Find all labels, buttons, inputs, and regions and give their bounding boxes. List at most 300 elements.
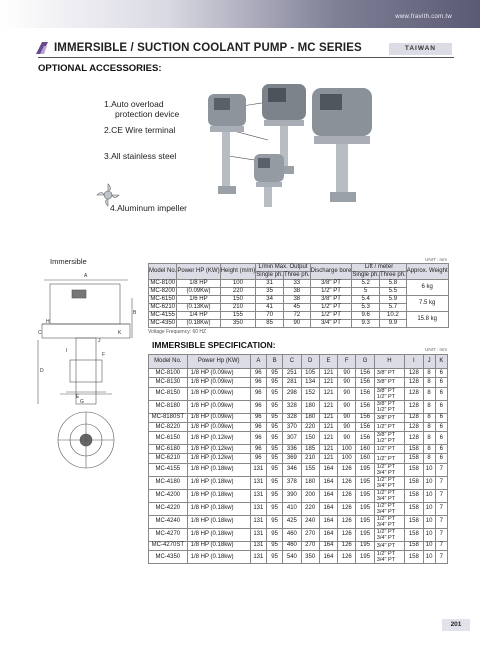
spec-cell: 126 xyxy=(338,502,356,515)
spec-cell: 126 xyxy=(338,541,356,550)
spec-cell: 10 xyxy=(423,528,435,541)
spec-cell: 1/8 HP (0.18kw) xyxy=(187,515,250,528)
perf-col-output-three: Three ph. xyxy=(283,272,310,278)
spec-cell: 195 xyxy=(356,528,374,541)
spec-cell-thread xyxy=(374,387,405,400)
table-row xyxy=(149,413,448,422)
spec-cell: 540 xyxy=(283,551,301,564)
spec-cell: 7 xyxy=(435,528,447,541)
spec-cell-thread xyxy=(374,502,405,515)
spec-cell: 1/8 HP (0.18kw) xyxy=(187,528,250,541)
spec-cell-thread xyxy=(374,541,405,550)
spec-cell: 96 xyxy=(250,432,266,445)
table-row: MC-4350 (0.18Kw) 350 85 90 3/4" PT 9.3 9.9 xyxy=(149,320,449,328)
thread-size: 1/2" PT xyxy=(376,551,396,558)
spec-cell: 1/8 HP (0.09kw) xyxy=(187,369,250,378)
spec-cell: 156 xyxy=(356,387,374,400)
spec-cell: 195 xyxy=(356,476,374,489)
spec-cell: 156 xyxy=(356,432,374,445)
spec-cell: 10 xyxy=(423,463,435,476)
spec-cell: 158 xyxy=(405,463,423,476)
spec-cell: 128 xyxy=(405,369,423,378)
spec-cell: MC-6180 xyxy=(149,445,188,454)
spec-cell: 90 xyxy=(338,400,356,413)
perf-col-lift: Lift / meter xyxy=(352,264,406,272)
table-row xyxy=(149,369,448,378)
spec-cell: 180 xyxy=(301,476,319,489)
spec-cell-thread xyxy=(374,476,405,489)
spec-cell: 195 xyxy=(356,515,374,528)
spec-cell-thread xyxy=(374,515,405,528)
spec-cell: 121 xyxy=(319,445,337,454)
spec-cell: MC-8180ST xyxy=(149,413,188,422)
spec-cell: 195 xyxy=(356,502,374,515)
impeller-icon xyxy=(95,182,121,208)
spec-cell: MC-4240 xyxy=(149,515,188,528)
spec-cell: 8 xyxy=(423,387,435,400)
spec-cell: 90 xyxy=(338,369,356,378)
spec-cell: 6 xyxy=(435,454,447,463)
dim-D: D xyxy=(40,368,44,374)
spec-cell-thread xyxy=(374,489,405,502)
spec-cell: 1/8 HP (0.18kw) xyxy=(187,476,250,489)
spec-cell: 1/8 HP (0.18kw) xyxy=(187,463,250,476)
pump-photo xyxy=(200,82,400,217)
spec-cell: 90 xyxy=(338,432,356,445)
spec-cell: 158 xyxy=(405,476,423,489)
dim-I: I xyxy=(66,348,68,354)
dim-H: H xyxy=(46,319,50,325)
spec-cell: 7 xyxy=(435,515,447,528)
table-row: MC-4155 1/4 HP 155 70 72 1/2" PT 9.6 10.2 15.8 kg xyxy=(149,312,449,320)
spec-cell: MC-8100 xyxy=(149,369,188,378)
spec-cell: 121 xyxy=(319,400,337,413)
thread-size: 3/4" PT xyxy=(376,508,396,515)
spec-col-D: D xyxy=(301,355,319,369)
spec-cell: 8 xyxy=(423,369,435,378)
spec-cell: 195 xyxy=(356,541,374,550)
spec-cell: MC-6150 xyxy=(149,432,188,445)
spec-cell: 105 xyxy=(301,369,319,378)
specification-table xyxy=(148,354,448,564)
spec-cell: 164 xyxy=(319,528,337,541)
dim-G: G xyxy=(80,399,84,405)
thread-size: 3/4" PT xyxy=(376,557,396,564)
spec-cell-thread xyxy=(374,400,405,413)
table-row: MC-8100 1/8 HP 100 31 33 3/8" PT 5.2 5.8 6 kg xyxy=(149,280,449,288)
table-row xyxy=(149,400,448,413)
spec-cell: 131 xyxy=(250,489,266,502)
spec-cell: 164 xyxy=(319,502,337,515)
table-row xyxy=(149,528,448,541)
spec-cell: 90 xyxy=(338,413,356,422)
spec-cell: 220 xyxy=(301,422,319,431)
spec-cell: 96 xyxy=(250,400,266,413)
table-row xyxy=(149,378,448,387)
spec-cell: 8 xyxy=(423,400,435,413)
country-badge: TAIWAN xyxy=(389,43,452,55)
spec-cell: 95 xyxy=(266,432,282,445)
spec-cell: 164 xyxy=(319,551,337,564)
perf-col-output-single: Single ph. xyxy=(256,272,283,278)
spec-cell: MC-4155 xyxy=(149,463,188,476)
spec-cell: MC-4180 xyxy=(149,476,188,489)
thread-size: 3/4" PT xyxy=(376,482,396,489)
spec-cell: 7 xyxy=(435,476,447,489)
spec-cell: 1/8 HP (0.09kw) xyxy=(187,422,250,431)
perf-col-power: Power HP (KW) xyxy=(177,264,220,280)
spec-cell: 131 xyxy=(250,528,266,541)
spec-col-E: E xyxy=(319,355,337,369)
spec-cell: MC-4220 xyxy=(149,502,188,515)
spec-cell: 7 xyxy=(435,551,447,564)
spec-cell: 350 xyxy=(301,551,319,564)
spec-cell: 131 xyxy=(250,476,266,489)
spec-cell: MC-8130 xyxy=(149,378,188,387)
spec-cell: 8 xyxy=(423,378,435,387)
spec-cell-thread xyxy=(374,432,405,445)
pump-front-small xyxy=(254,154,284,207)
spec-cell: 6 xyxy=(435,369,447,378)
table-row xyxy=(149,445,448,454)
spec-cell: 131 xyxy=(250,541,266,550)
spec-cell: 126 xyxy=(338,551,356,564)
spec-col-J: J xyxy=(423,355,435,369)
spec-cell: 131 xyxy=(250,502,266,515)
voltage-frequency-note: Voltage Frequency: 60 HZ xyxy=(148,329,207,335)
thread-size: 1/2" PT xyxy=(376,446,396,453)
accessory-4: 4.Aluminum impeller xyxy=(110,203,187,213)
spec-cell: 1/8 HP (0.12kw) xyxy=(187,432,250,445)
spec-col-K: K xyxy=(435,355,447,369)
spec-cell-thread xyxy=(374,551,405,564)
spec-cell: 425 xyxy=(283,515,301,528)
spec-cell-thread xyxy=(374,422,405,431)
spec-cell: 8 xyxy=(423,432,435,445)
spec-cell: 96 xyxy=(250,387,266,400)
spec-cell: 90 xyxy=(338,378,356,387)
spec-cell: 158 xyxy=(405,502,423,515)
spec-cell: 95 xyxy=(266,463,282,476)
spec-col-I: I xyxy=(405,355,423,369)
spec-cell: 100 xyxy=(338,445,356,454)
perf-unit: UNIT : mm xyxy=(425,257,448,262)
spec-cell: 126 xyxy=(338,528,356,541)
spec-cell: 369 xyxy=(283,454,301,463)
thread-size: 3/8" PT xyxy=(376,370,396,377)
perf-col-discharge: Discharge bore xyxy=(310,264,352,280)
thread-size: 1/2" PT xyxy=(376,455,396,462)
spec-cell: 10 xyxy=(423,541,435,550)
dim-C: C xyxy=(38,330,42,336)
title-marker-icon xyxy=(34,40,50,56)
spec-cell: 128 xyxy=(405,387,423,400)
thread-size: 1/2" PT xyxy=(376,424,396,431)
spec-cell: 128 xyxy=(405,432,423,445)
spec-col-B: B xyxy=(266,355,282,369)
spec-cell: 240 xyxy=(301,515,319,528)
spec-cell: 95 xyxy=(266,528,282,541)
thread-size: 3/8" PT xyxy=(376,414,396,421)
spec-cell: 164 xyxy=(319,489,337,502)
spec-cell: 270 xyxy=(301,541,319,550)
spec-cell: 126 xyxy=(338,476,356,489)
table-row xyxy=(149,515,448,528)
spec-cell: 307 xyxy=(283,432,301,445)
table-row: MC-8200 (0.09Kw) 220 35 38 1/2" PT 5 5.5 xyxy=(149,288,449,296)
spec-cell-thread xyxy=(374,445,405,454)
page-title: IMMERSIBLE / SUCTION COOLANT PUMP - MC SERIES xyxy=(54,42,362,54)
spec-cell: 200 xyxy=(301,489,319,502)
spec-cell: 121 xyxy=(319,422,337,431)
spec-cell: 95 xyxy=(266,502,282,515)
table-row: MC-6210 (0.13Kw) 210 41 45 1/2" PT 5.3 5.7 xyxy=(149,304,449,312)
spec-cell: 1/8 HP (0.09kw) xyxy=(187,413,250,422)
spec-cell: 7 xyxy=(435,489,447,502)
spec-cell: MC-8150 xyxy=(149,387,188,400)
spec-cell: 378 xyxy=(283,476,301,489)
spec-cell: 8 xyxy=(423,445,435,454)
spec-cell: 131 xyxy=(250,515,266,528)
table-row xyxy=(149,432,448,445)
spec-cell: 7 xyxy=(435,463,447,476)
spec-cell: 131 xyxy=(250,551,266,564)
spec-cell: 251 xyxy=(283,369,301,378)
spec-cell: 298 xyxy=(283,387,301,400)
perf-col-height: Height (m/m) xyxy=(220,264,256,280)
spec-col-G: G xyxy=(356,355,374,369)
spec-cell: 126 xyxy=(338,515,356,528)
spec-cell: 158 xyxy=(405,454,423,463)
spec-cell: 1/8 HP (0.09kw) xyxy=(187,400,250,413)
spec-cell: MC-4270 xyxy=(149,528,188,541)
thread-size: 3/8" PT xyxy=(376,432,396,439)
spec-cell: 10 xyxy=(423,476,435,489)
thread-size: 1/2" PT xyxy=(376,476,396,483)
spec-unit: UNIT : mm xyxy=(425,347,448,352)
spec-cell: 7 xyxy=(435,541,447,550)
title-bar xyxy=(38,40,454,58)
spec-cell: 121 xyxy=(319,369,337,378)
thread-size: 1/2" PT xyxy=(376,393,396,400)
spec-cell: 134 xyxy=(301,378,319,387)
pump-left xyxy=(208,94,246,194)
spec-cell: 160 xyxy=(356,445,374,454)
spec-cell: 156 xyxy=(356,413,374,422)
spec-cell: 95 xyxy=(266,489,282,502)
dim-J: J xyxy=(98,338,101,344)
spec-cell: 281 xyxy=(283,378,301,387)
spec-col-model: Model No. xyxy=(149,355,188,369)
accessory-3: 3.All stainless steel xyxy=(104,151,177,161)
table-row xyxy=(149,551,448,564)
spec-cell: 336 xyxy=(283,445,301,454)
spec-cell: 195 xyxy=(356,463,374,476)
spec-cell-thread xyxy=(374,369,405,378)
spec-cell: 160 xyxy=(356,454,374,463)
spec-cell: MC-4350 xyxy=(149,551,188,564)
spec-cell: 96 xyxy=(250,378,266,387)
thread-size: 3/4" PT xyxy=(376,534,396,541)
thread-size: 1/2" PT xyxy=(376,406,396,413)
spec-cell: 410 xyxy=(283,502,301,515)
dimension-drawing xyxy=(36,268,136,478)
spec-cell: MC-4200 xyxy=(149,489,188,502)
website-url: www.fravith.com.tw xyxy=(395,14,452,20)
spec-cell: 164 xyxy=(319,463,337,476)
spec-cell: 6 xyxy=(435,413,447,422)
thread-size: 3/8" PT xyxy=(376,387,396,394)
spec-cell: 95 xyxy=(266,476,282,489)
spec-title: IMMERSIBLE SPECIFICATION: xyxy=(152,340,276,350)
spec-cell: 126 xyxy=(338,463,356,476)
spec-cell: 90 xyxy=(338,387,356,400)
spec-cell: 158 xyxy=(405,489,423,502)
thread-size: 3/8" PT xyxy=(376,379,396,386)
spec-cell: 220 xyxy=(301,502,319,515)
thread-size: 3/8" PT xyxy=(376,400,396,407)
spec-cell: 121 xyxy=(319,387,337,400)
accessory-2: 2.CE Wire terminal xyxy=(104,125,176,135)
thread-size: 1/2" PT xyxy=(376,502,396,509)
spec-cell-thread xyxy=(374,463,405,476)
spec-cell: 1/8 HP (0.12kw) xyxy=(187,445,250,454)
spec-cell-thread xyxy=(374,528,405,541)
spec-cell: 1/8 HP (0.09kw) xyxy=(187,378,250,387)
spec-cell: 270 xyxy=(301,528,319,541)
spec-cell: 128 xyxy=(405,422,423,431)
spec-cell: 128 xyxy=(405,413,423,422)
spec-cell: 95 xyxy=(266,422,282,431)
thread-size: 3/4" PT xyxy=(376,495,396,502)
perf-col-lift-single: Single ph. xyxy=(352,272,380,278)
spec-cell: 96 xyxy=(250,445,266,454)
spec-cell: 164 xyxy=(319,515,337,528)
table-row xyxy=(149,502,448,515)
performance-table xyxy=(148,263,449,328)
dim-A: A xyxy=(84,273,88,279)
spec-cell: 164 xyxy=(319,476,337,489)
spec-cell: 180 xyxy=(301,400,319,413)
dim-B: B xyxy=(133,310,137,316)
spec-cell: 6 xyxy=(435,400,447,413)
spec-cell: 128 xyxy=(405,378,423,387)
spec-cell-thread xyxy=(374,413,405,422)
spec-cell: 8 xyxy=(423,422,435,431)
spec-cell: 10 xyxy=(423,502,435,515)
spec-cell: MC-4270ST xyxy=(149,541,188,550)
immersible-label: Immersible xyxy=(50,257,87,266)
spec-cell: 100 xyxy=(338,454,356,463)
spec-cell: 164 xyxy=(319,541,337,550)
spec-cell-thread xyxy=(374,454,405,463)
spec-cell: 195 xyxy=(356,551,374,564)
spec-cell: 95 xyxy=(266,445,282,454)
spec-cell: 158 xyxy=(405,541,423,550)
spec-cell: 95 xyxy=(266,454,282,463)
dim-F: F xyxy=(102,352,106,358)
perf-col-output: L/min Max. Output xyxy=(256,264,310,272)
spec-cell: 90 xyxy=(338,422,356,431)
table-row xyxy=(149,489,448,502)
table-row xyxy=(149,476,448,489)
spec-cell: 346 xyxy=(283,463,301,476)
spec-cell: 10 xyxy=(423,515,435,528)
spec-cell: 1/8 HP (0.18kw) xyxy=(187,502,250,515)
spec-cell: 185 xyxy=(301,445,319,454)
thread-size: 3/4" PT xyxy=(376,469,396,476)
spec-cell: 150 xyxy=(301,432,319,445)
spec-cell-thread xyxy=(374,378,405,387)
spec-cell: 6 xyxy=(435,422,447,431)
spec-cell: 1/8 HP (0.18kw) xyxy=(187,489,250,502)
thread-size: 1/2" PT xyxy=(376,463,396,470)
spec-cell: 1/8 HP (0.12kw) xyxy=(187,454,250,463)
spec-cell: 6 xyxy=(435,432,447,445)
spec-col-H: H xyxy=(374,355,405,369)
spec-cell: 1/8 HP (0.18kw) xyxy=(187,551,250,564)
thread-size: 1/2" PT xyxy=(376,489,396,496)
spec-cell: 121 xyxy=(319,432,337,445)
spec-cell: 10 xyxy=(423,489,435,502)
spec-cell: 95 xyxy=(266,378,282,387)
spec-cell: 7 xyxy=(435,502,447,515)
table-row: MC-6150 1/6 HP 150 34 38 3/8" PT 5.4 5.9 7.5 kg xyxy=(149,296,449,304)
table-row xyxy=(149,422,448,431)
perf-col-lift-three: Three ph. xyxy=(380,272,406,278)
spec-col-F: F xyxy=(338,355,356,369)
accessory-1-line1: 1.Auto overload xyxy=(104,99,164,109)
spec-cell: MC-8180 xyxy=(149,400,188,413)
spec-cell: 460 xyxy=(283,528,301,541)
thread-size: 3/4" PT xyxy=(376,521,396,528)
spec-cell: 121 xyxy=(319,378,337,387)
spec-cell: 158 xyxy=(405,551,423,564)
spec-cell: 8 xyxy=(423,413,435,422)
perf-col-weight: Approx. Weight xyxy=(406,264,448,280)
spec-cell: 1/8 HP (0.18kw) xyxy=(187,541,250,550)
spec-cell: 328 xyxy=(283,413,301,422)
spec-cell: 8 xyxy=(423,454,435,463)
spec-cell: 1/8 HP (0.09kw) xyxy=(187,387,250,400)
spec-cell: 96 xyxy=(250,422,266,431)
spec-cell: 6 xyxy=(435,445,447,454)
spec-col-A: A xyxy=(250,355,266,369)
spec-cell: 10 xyxy=(423,551,435,564)
accessory-1-line2: protection device xyxy=(115,109,180,119)
page-number: 201 xyxy=(442,619,470,631)
spec-col-power: Power Hp (KW) xyxy=(187,355,250,369)
spec-cell: 195 xyxy=(356,489,374,502)
spec-cell: 95 xyxy=(266,551,282,564)
dim-E: E xyxy=(76,394,80,400)
spec-cell: MC-6210 xyxy=(149,454,188,463)
spec-cell: 370 xyxy=(283,422,301,431)
spec-cell: 6 xyxy=(435,378,447,387)
optional-accessories-heading: OPTIONAL ACCESSORIES: xyxy=(38,63,162,74)
spec-cell: 121 xyxy=(319,454,337,463)
spec-cell: 128 xyxy=(405,400,423,413)
spec-cell: 95 xyxy=(266,369,282,378)
spec-cell: 390 xyxy=(283,489,301,502)
spec-cell: 131 xyxy=(250,463,266,476)
spec-cell: MC-8220 xyxy=(149,422,188,431)
thread-size: 1/2" PT xyxy=(376,528,396,535)
spec-cell: 158 xyxy=(405,445,423,454)
spec-cell: 96 xyxy=(250,413,266,422)
pump-right-large xyxy=(312,88,372,202)
thread-size: 3/4" PT xyxy=(376,542,396,549)
